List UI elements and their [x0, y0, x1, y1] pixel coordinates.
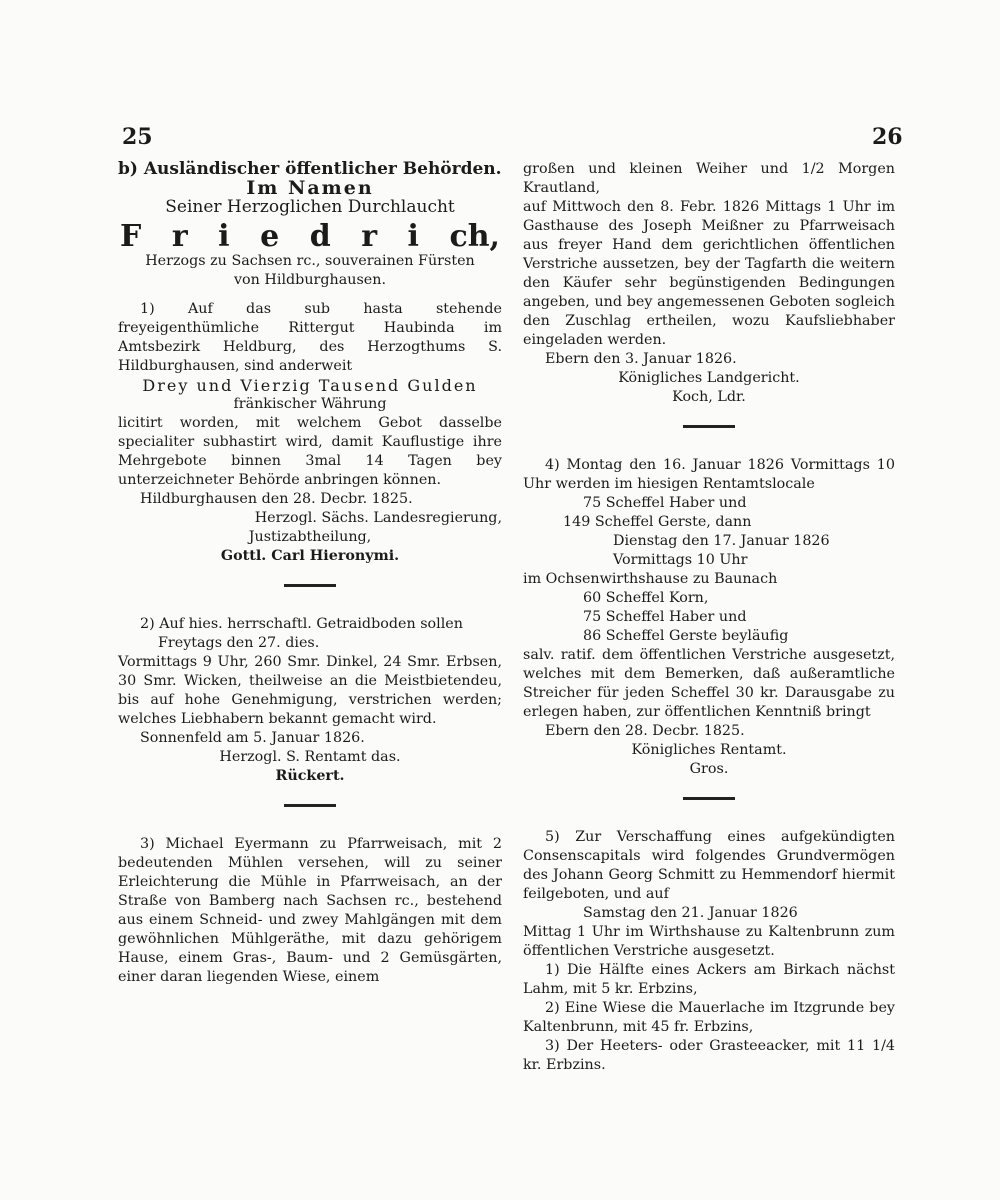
notice-4-line-4: Dienstag den 17. Januar 1826 [613, 533, 830, 549]
friedrich-letter: r [361, 219, 377, 254]
separator-rule [284, 584, 336, 587]
notice-1-signature-1: Herzogl. Sächs. Landesregierung, [254, 510, 502, 526]
notice-2-text-1: 2) Auf hies. herrschaftl. Getraidboden sollen [140, 616, 463, 632]
friedrich-letter: ch, [449, 219, 500, 254]
herzogs-line-1: Herzogs zu Sachsen rc., souverainen Fürsten [145, 253, 475, 269]
notice-3-text: 3) Michael Eyermann zu Pfarrweisach, mit 2 bedeutenden Mühlen versehen, will zu seiner Erleichterung die Mühle in Pfarrweisach, an der Straße von Bamberg nach Sachsen rc., bestehend aus einem Schneid- und zwey Mahlgängen mit dem gewöhnlichen Mühlgeräthe, mit dazu gehörigem Hause, einem Gras-, Baum- und 2 Gemüsgärten, einer daran liegenden Wiese, einem [118, 836, 502, 985]
notice-3-signature-2: Koch, Ldr. [672, 389, 746, 405]
notice-1-signature-2: Justizabtheilung, [248, 529, 372, 545]
notice-3-date: Ebern den 3. Januar 1826. [545, 351, 737, 367]
separator-rule [683, 425, 735, 428]
notice-4-line-3: 149 Scheffel Gerste, dann [563, 514, 752, 530]
friedrich-letter: i [407, 219, 419, 254]
notice-5-text-2: Mittag 1 Uhr im Wirthshause zu Kaltenbrunn zum öffentlichen Verstriche ausgesetzt. [523, 924, 895, 959]
notice-1-currency: fränkischer Währung [233, 396, 387, 412]
herzogs-line-2: von Hildburghausen. [233, 272, 387, 288]
im-namen-heading: Im Namen [246, 177, 374, 199]
notice-4-line-1: 4) Montag den 16. Januar 1826 Vormittags 10 Uhr werden im hiesigen Rentamtslocale [523, 457, 895, 492]
notice-4-line-2: 75 Scheffel Haber und [583, 495, 747, 511]
notice-4-text: salv. ratif. dem öffentlichen Verstriche ausgesetzt, welches mit dem Bemerken, daß außeramtliche Streicher für jeden Scheffel 30 kr. Darausgabe zu erlegen haben, zur öffentlichen Kenntniß bringt [523, 647, 895, 720]
page-number-right: 26 [872, 124, 903, 150]
friedrich-letter: i [218, 219, 230, 254]
notice-4-line-5: Vormittags 10 Uhr [613, 552, 748, 568]
friedrich-letter: F [120, 219, 142, 254]
notice-5-text: 5) Zur Verschaffung eines aufgekündigten Consenscapitals wird folgendes Grundvermögen des Johann Georg Schmitt zu Hemmendorf hiermit feilgeboten, und auf [523, 829, 895, 902]
notice-5-item-1: 1) Die Hälfte eines Ackers am Birkach nächst Lahm, mit 5 kr. Erbzins, [523, 962, 895, 997]
friedrich-heading [118, 219, 502, 254]
notice-4-signature-1: Königliches Rentamt. [631, 742, 787, 758]
friedrich-letter: e [260, 219, 280, 254]
notice-5-item-3: 3) Der Heeters- oder Grasteeacker, mit 11 1/4 kr. Erbzins. [523, 1038, 895, 1073]
notice-2-text-2: Freytags den 27. dies. [158, 635, 320, 651]
notice-4-date: Ebern den 28. Decbr. 1825. [545, 723, 745, 739]
notice-2-text-3: Vormittags 9 Uhr, 260 Smr. Dinkel, 24 Smr. Erbsen, 30 Smr. Wicken, theilweise an die Meistbietendeu, bis auf hohe Genehmigung, verstrichen werden; welches Liebhabern bekannt gemacht wird. [118, 654, 502, 727]
notice-2-date: Sonnenfeld am 5. Januar 1826. [140, 730, 365, 746]
separator-rule [683, 797, 735, 800]
separator-rule [284, 804, 336, 807]
notice-4-line-6: im Ochsenwirthshause zu Baunach [523, 571, 778, 587]
notice-4-line-9: 86 Scheffel Gerste beyläufig [583, 628, 789, 644]
right-column [523, 160, 895, 1075]
notice-3-continuation-2: auf Mittwoch den 8. Febr. 1826 Mittags 1 Uhr im Gasthause des Joseph Meißner zu Pfarrweisach aus freyer Hand dem gerichtlichen öffentlichen Verstriche aussetzen, bey der Tagfarth die weitern den Käufer sehr begünstigenden Bedingungen angeben, und bey angemessenen Geboten sogleich den Zuschlag ertheilen, wozu Kaufsliebhaber eingeladen werden. [523, 199, 895, 348]
notice-4-line-7: 60 Scheffel Korn, [583, 590, 709, 606]
notice-1-text-2: licitirt worden, mit welchem Gebot dasselbe specialiter subhastirt wird, damit Kauflustige ihre Mehrgebote binnen 3mal 14 Tagen bey unterzeichneter Behörde anbringen können. [118, 415, 502, 488]
notice-5-date: Samstag den 21. Januar 1826 [583, 905, 798, 921]
left-column [118, 160, 502, 987]
notice-2-signature-1: Herzogl. S. Rentamt das. [219, 749, 401, 765]
page-number-left: 25 [122, 124, 153, 150]
seiner-heading: Seiner Herzoglichen Durchlaucht [165, 197, 455, 217]
section-heading: b) Ausländischer öffentlicher Behörden. [118, 159, 502, 179]
notice-5-item-2: 2) Eine Wiese die Mauerlache im Itzgrunde bey Kaltenbrunn, mit 45 fr. Erbzins, [523, 1000, 895, 1035]
notice-1-sum: Drey und Vierzig Tausend Gulden [142, 376, 478, 395]
notice-4-signature-2: Gros. [689, 761, 729, 777]
notice-1-date: Hildburghausen den 28. Decbr. 1825. [140, 491, 413, 507]
friedrich-letter: r [171, 219, 188, 254]
notice-3-signature-1: Königliches Landgericht. [618, 370, 800, 386]
notice-1-signature-3: Gottl. Carl Hieronymi. [220, 548, 400, 564]
friedrich-letter: d [309, 219, 331, 254]
notice-4-line-8: 75 Scheffel Haber und [583, 609, 747, 625]
notice-1-text: 1) Auf das sub hasta stehende freyeigenthümliche Rittergut Haubinda im Amtsbezirk Heldburg, des Herzogthums S. Hildburghausen, sind anderweit [118, 301, 502, 374]
notice-2-signature-2: Rückert. [275, 768, 345, 784]
notice-3-continuation: großen und kleinen Weiher und 1/2 Morgen Krautland, [523, 161, 895, 196]
